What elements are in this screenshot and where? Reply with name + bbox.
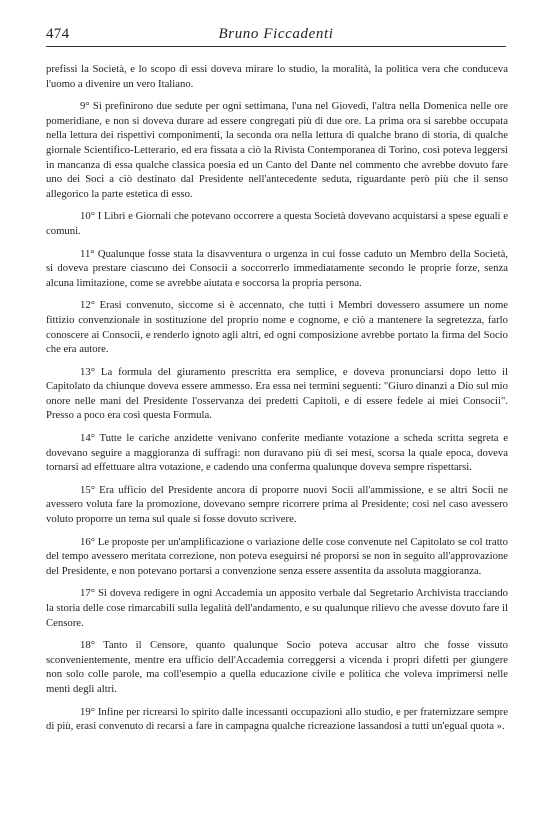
paragraph-article-16: 16° Le proposte per un'amplificazione o variazione delle cose convenute nel Capitolato se col tratto del tempo avessero meritata correzione, non poteva eseguirsi né proporsi se non in seguito all'approvazione del Presidente, e non potevano portarsi a convenzione senza essere assentita da assoluta maggioranza.: [46, 535, 508, 577]
paragraph-article-13: 13° La formula del giuramento prescritta era semplice, e doveva pronunciarsi dopo letto il Capitolato da chiunque doveva essere ammesso. Era essa nei termini seguenti: "Giuro dinanzi a Dio sul mio onore nelle mani del Presidente l'osservanza dei predetti Capitoli, e di essere fedele ai miei Consocii". Presso a poco era così questa Formula.: [46, 365, 508, 422]
paragraph-continuation: prefissi la Società, e lo scopo di essi doveva mirare lo studio, la moralità, la politica vera che conduceva l'uomo a divenire un vero Italiano.: [46, 63, 508, 90]
paragraph-article-9: [46, 99, 508, 201]
paragraph-article-14: 14° Tutte le cariche anzidette venivano conferite mediante votazione a scheda scritta segreta e dovevano seguire a maggioranza di suffragi: non duravano più di sei mesi, scorsa la quale epoca, doveva tornarsi ad effettuare altra votazione, e cadendo una conferma qualunque doveva sempre rispettarsi.: [46, 432, 508, 474]
header-rule: [46, 46, 506, 47]
paragraph-article-19: 19° Infine per ricrearsi lo spirito dalle incessanti occupazioni allo studio, e per fraternizzare sempre di più, erasi convenuto di recarsi a fare in campagna qualche ricreazione lassandosi a tutti un'egual quota ».: [46, 705, 508, 733]
paragraph-article-10: 10° I Libri e Giornali che potevano occorrere a questa Società dovevano acquistarsi a spese eguali e comuni.: [46, 210, 508, 237]
page-number: 474: [46, 26, 70, 42]
paragraph-article-15: 15° Era ufficio del Presidente ancora di proporre nuovi Socii all'ammissione, e se altri Socii ne avessero voluta fare la promozione, dovevano sempre ricorrere prima al Presidente; così nel caso avessero voluto proporre un tema sul quale si fosse dovuto scrivere.: [46, 483, 508, 526]
paragraph-article-11: 11° Qualunque fosse stata la disavventura o urgenza in cui fosse caduto un Membro della Società, si doveva prestare ciascuno dei Consocii a soccorrerlo immediatamente secondo le proprie forze, senza alcuna limitazione, come se avrebbe aiutata e soccorsa la propria persona.: [46, 247, 508, 289]
body-text: [46, 62, 508, 742]
paragraph-article-18: 18° Tanto il Censore, quanto qualunque Socio poteva accusar altro che fosse vissuto sconvenientemente, mentre era ufficio dell'Accademia correggersi a vicenda i propri difetti per giungere non solo colle parole, ma coll'esempio a quella educazione civile e politica che voleva imprimersi nelle menti degli altri.: [46, 639, 508, 695]
paragraph-text: 9° Si prefinirono due sedute per ogni settimana, l'una nel Giovedì, l'altra nella Domenica nelle ore pomeridiane, e non si doveva durare ad essere congregati più di due ore. La prima ora si sarebbe occupata nella lettura dei rispettivi componimenti, la seconda ora nella lettura di qualche brano di storia, di qualche giornale Scientifico-Letterario, ed era fissata a ciò la Rivista Contemporanea di Torino, così poteva leggersi in mancanza di essa qualche classica poesia ed un Canto del Dante nel commento che avrebbe dovuto fare uno dei Soci a ciò destinato dal Presidente nell'antecedente seduta, riguardante però più che il senso allegorico la parte estetica di esso.: [46, 100, 508, 200]
paragraph-article-12: 12° Erasi convenuto, siccome si è accennato, che tutti i Membri dovessero assumere un nome fittizio convenzionale in sostituzione del proprio nome e cognome, e ciò a mantenere la segretezza, farlo conoscere ai Consocii, e renderlo ignoto agli altri, ed ogni composizione avrebbe portato la firma del Socio che era autore.: [46, 299, 508, 356]
paragraph-article-17: 17° Si doveva redigere in ogni Accademia un apposito verbale dal Segretario Archivista tracciando la storia delle cose rimarcabili sulla legalità dell'andamento, e su qualunque rilievo che avesse dovuto fare il Censore.: [46, 587, 508, 629]
running-head: Bruno Ficcadenti: [218, 26, 334, 42]
